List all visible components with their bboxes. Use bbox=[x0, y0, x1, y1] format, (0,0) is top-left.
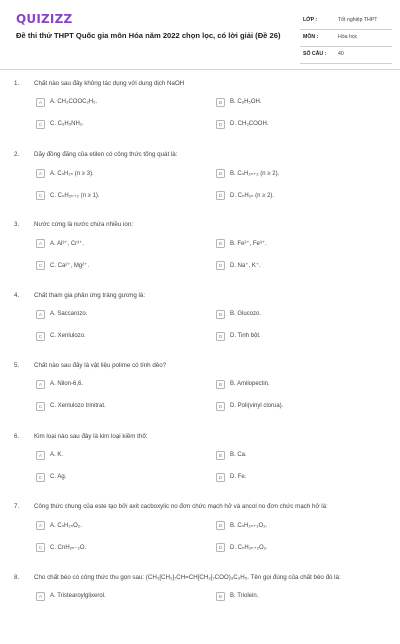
question-number: 7. bbox=[14, 503, 20, 510]
option-b[interactable] bbox=[216, 239, 376, 251]
option-b[interactable] bbox=[216, 451, 376, 463]
question-3 bbox=[0, 221, 400, 291]
option-a[interactable] bbox=[36, 521, 196, 533]
question-number: 6. bbox=[14, 432, 20, 440]
option-b[interactable] bbox=[216, 98, 376, 110]
option-d[interactable] bbox=[216, 543, 376, 555]
option-text: D. CH₃COOH. bbox=[230, 121, 269, 127]
question-1 bbox=[0, 80, 400, 150]
option-letter-box[interactable]: A bbox=[36, 451, 45, 460]
meta-value: Tốt nghiệp THPT bbox=[338, 17, 378, 23]
question-number: 2. bbox=[14, 150, 20, 158]
option-text: B. CₙH₂ₙ₊₂O₂. bbox=[230, 523, 268, 529]
option-text: A. Nilon-6,6. bbox=[50, 381, 84, 387]
option-letter-box[interactable]: D bbox=[216, 120, 225, 129]
option-letter-box[interactable]: C bbox=[36, 402, 45, 411]
question-number: 4. bbox=[14, 291, 20, 299]
option-c[interactable] bbox=[36, 261, 196, 273]
option-c[interactable] bbox=[36, 120, 196, 132]
question-number: 1. bbox=[14, 80, 20, 87]
option-text: D. CₙH₂ₙ₊₂O₂. bbox=[230, 545, 268, 551]
option-letter-box[interactable]: D bbox=[216, 191, 225, 200]
option-letter-box[interactable]: A bbox=[36, 592, 45, 601]
option-text: B. Ca. bbox=[230, 451, 247, 458]
option-a[interactable] bbox=[36, 98, 196, 110]
option-letter-box[interactable]: B bbox=[216, 310, 225, 319]
option-a[interactable] bbox=[36, 310, 196, 322]
option-text: A. Tristearoylglixerol. bbox=[50, 592, 106, 599]
question-text: Cho chất béo có công thức thu gọn sau: (CH₃[CH₂]₇CH=CH[CH₂]₇COO)₃C₃H₅. Tên gọi đúng của chất béo đó là: bbox=[34, 573, 341, 581]
option-c[interactable] bbox=[36, 543, 196, 555]
option-text: B. C₆H₅OH. bbox=[230, 99, 262, 105]
option-c[interactable] bbox=[36, 332, 196, 344]
option-text: B. Fe²⁺, Fe³⁺. bbox=[230, 241, 267, 247]
meta-value: Hóa học bbox=[338, 34, 358, 40]
option-a[interactable] bbox=[36, 169, 196, 181]
question-number: 8. bbox=[14, 573, 20, 581]
option-text: A. CₙH₂ₙ (n ≥ 3). bbox=[50, 170, 94, 177]
option-letter-box[interactable]: A bbox=[36, 310, 45, 319]
quizizz-logo: QUIZIZZ bbox=[16, 12, 73, 26]
option-a[interactable] bbox=[36, 592, 196, 604]
option-c[interactable] bbox=[36, 473, 196, 485]
option-letter-box[interactable]: C bbox=[36, 473, 45, 482]
header-divider bbox=[0, 69, 400, 70]
option-d[interactable] bbox=[216, 332, 376, 344]
option-text: B. Amilopectin. bbox=[230, 381, 270, 387]
option-letter-box[interactable]: B bbox=[216, 592, 225, 601]
option-text: B. Triolein. bbox=[230, 592, 259, 599]
option-text: D. CₙH₂ₙ (n ≥ 2). bbox=[230, 192, 275, 199]
option-text: D. Tinh bột. bbox=[230, 332, 261, 339]
option-text: B. Glucozo. bbox=[230, 310, 262, 317]
option-d[interactable] bbox=[216, 402, 376, 414]
option-letter-box[interactable]: D bbox=[216, 261, 225, 270]
meta-label: MÔN : bbox=[303, 34, 319, 40]
option-letter-box[interactable]: A bbox=[36, 380, 45, 389]
option-b[interactable] bbox=[216, 592, 376, 604]
option-text: A. CH₃COOC₂H₅. bbox=[50, 99, 98, 105]
option-letter-box[interactable]: A bbox=[36, 98, 45, 107]
option-letter-box[interactable]: C bbox=[36, 191, 45, 200]
option-letter-box[interactable]: D bbox=[216, 332, 225, 341]
option-letter-box[interactable]: C bbox=[36, 261, 45, 270]
option-letter-box[interactable]: B bbox=[216, 169, 225, 178]
question-text: Công thức chung của este tạo bởi axit cacboxylic no đơn chức mạch hở và ancol no đơn chức mạch hở là: bbox=[34, 503, 328, 510]
question-text: Nước cứng là nước chứa nhiều ion: bbox=[34, 221, 133, 228]
option-text: C. C₆H₅NH₂. bbox=[50, 121, 84, 127]
question-text: Chất nào sau đây là vật liệu polime có tính dẻo? bbox=[34, 362, 167, 369]
option-letter-box[interactable]: A bbox=[36, 239, 45, 248]
meta-row-subject bbox=[300, 30, 392, 47]
question-6 bbox=[0, 433, 400, 503]
option-d[interactable] bbox=[216, 191, 376, 203]
option-letter-box[interactable]: D bbox=[216, 402, 225, 411]
option-text: A. K. bbox=[50, 451, 64, 458]
question-number: 3. bbox=[14, 221, 20, 228]
option-letter-box[interactable]: B bbox=[216, 380, 225, 389]
option-text: C. CnH₂ₙ₋₂O. bbox=[50, 545, 87, 551]
question-text: Dãy đồng đẳng của etilen có công thức tổng quát là: bbox=[34, 150, 178, 158]
option-text: A. Saccarozo. bbox=[50, 310, 88, 317]
option-text: B. CₙH₂ₙ₊₂ (n ≥ 2). bbox=[230, 170, 280, 177]
question-text: Chất nào sau đây không tác dụng với dung dịch NaOH bbox=[34, 80, 185, 87]
option-text: C. Xenlulozo trinitrat. bbox=[50, 403, 106, 409]
option-letter-box[interactable]: B bbox=[216, 239, 225, 248]
option-c[interactable] bbox=[36, 191, 196, 203]
option-text: D. Poli(vinyl clorua). bbox=[230, 403, 284, 409]
question-2 bbox=[0, 151, 400, 221]
option-letter-box[interactable]: D bbox=[216, 473, 225, 482]
option-text: A. CₙH₂ₙO₂. bbox=[50, 523, 82, 529]
meta-row-class bbox=[300, 13, 392, 30]
option-letter-box[interactable]: B bbox=[216, 451, 225, 460]
question-number: 5. bbox=[14, 362, 20, 369]
option-text: A. Al³⁺, Cr³⁺. bbox=[50, 241, 85, 247]
document-header bbox=[0, 0, 400, 66]
meta-label: LỚP : bbox=[303, 17, 318, 23]
option-text: D. Na⁺, K⁺. bbox=[230, 263, 261, 269]
option-letter-box[interactable]: B bbox=[216, 521, 225, 530]
option-text: C. Xenlulozo. bbox=[50, 332, 86, 339]
document-title: Đề thi thử THPT Quốc gia môn Hóa năm 2022 chọn lọc, có lời giải (Đề 26) bbox=[16, 31, 281, 40]
option-b[interactable] bbox=[216, 380, 376, 392]
question-8 bbox=[0, 574, 400, 644]
option-d[interactable] bbox=[216, 473, 376, 485]
meta-row-count bbox=[300, 47, 392, 64]
question-text: Chất tham gia phản ứng tráng gương là: bbox=[34, 291, 146, 299]
meta-label: SỐ CÂU : bbox=[303, 51, 327, 57]
question-4 bbox=[0, 292, 400, 362]
option-letter-box[interactable]: C bbox=[36, 543, 45, 552]
option-letter-box[interactable]: A bbox=[36, 521, 45, 530]
meta-value: 40 bbox=[338, 51, 344, 57]
question-text: Kim loại nào sau đây là kim loại kiềm thổ: bbox=[34, 432, 148, 440]
option-letter-box[interactable]: A bbox=[36, 169, 45, 178]
option-letter-box[interactable]: C bbox=[36, 332, 45, 341]
option-letter-box[interactable]: B bbox=[216, 98, 225, 107]
option-a[interactable] bbox=[36, 380, 196, 392]
option-text: D. Fe. bbox=[230, 473, 247, 480]
option-letter-box[interactable]: D bbox=[216, 543, 225, 552]
option-c[interactable] bbox=[36, 402, 196, 414]
option-b[interactable] bbox=[216, 310, 376, 322]
option-b[interactable] bbox=[216, 169, 376, 181]
question-7 bbox=[0, 503, 400, 573]
option-text: C. CₙH₂ₙ₊₂ (n ≥ 1). bbox=[50, 192, 100, 199]
option-a[interactable] bbox=[36, 239, 196, 251]
question-5 bbox=[0, 362, 400, 432]
option-d[interactable] bbox=[216, 120, 376, 132]
option-text: C. Ca²⁺, Mg²⁺. bbox=[50, 263, 90, 269]
option-d[interactable] bbox=[216, 261, 376, 273]
option-letter-box[interactable]: C bbox=[36, 120, 45, 129]
option-text: C. Ag. bbox=[50, 473, 67, 480]
option-a[interactable] bbox=[36, 451, 196, 463]
option-b[interactable] bbox=[216, 521, 376, 533]
